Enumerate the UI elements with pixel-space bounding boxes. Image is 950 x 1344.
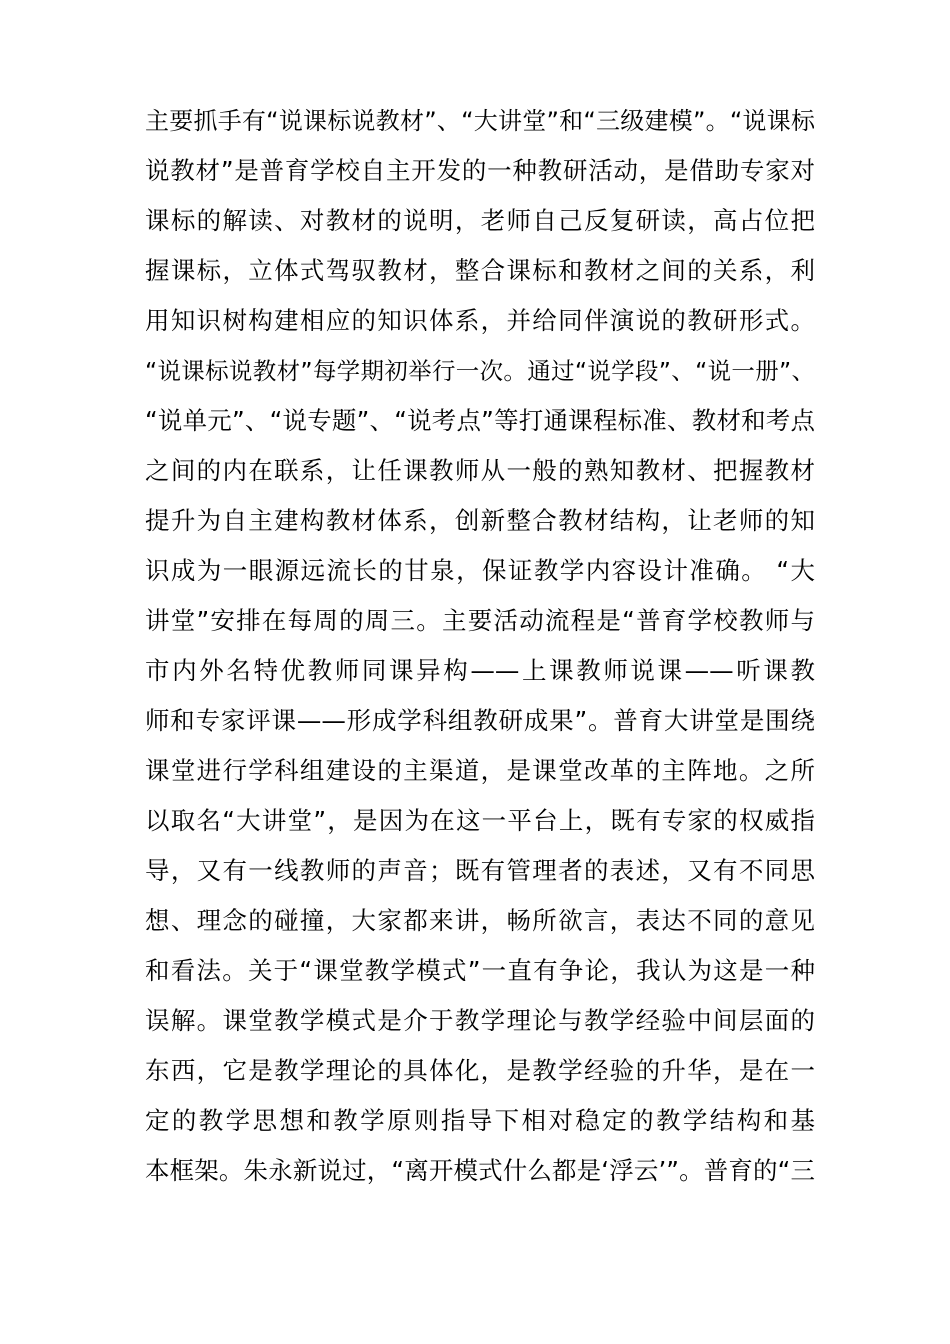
text-line-5: 用知识树构建相应的知识体系，并给同伴演说的教研形式。 xyxy=(145,306,815,335)
body-text xyxy=(145,96,815,1196)
text-line-14: 课堂进行学科组建设的主渠道，是课堂改革的主阵地。之所 xyxy=(145,756,815,785)
text-line-1: 主要抓手有“说课标说教材”、“大讲堂”和“三级建模”。“说课标 xyxy=(145,107,815,135)
text-line-12: 市内外名特优教师同课异构——上课教师说课——听课教 xyxy=(145,656,815,685)
text-line-15: 以取名“大讲堂”，是因为在这一平台上，既有专家的权威指 xyxy=(145,806,815,835)
text-line-4: 握课标，立体式驾驭教材，整合课标和教材之间的关系，利 xyxy=(145,256,815,285)
text-line-18: 和看法。关于“课堂教学模式”一直有争论，我认为这是一种 xyxy=(145,956,815,985)
text-line-10: 识成为一眼源远流长的甘泉，保证教学内容设计准确。 “大 xyxy=(145,556,815,585)
text-line-13: 师和专家评课——形成学科组教研成果”。普育大讲堂是围绕 xyxy=(145,706,815,735)
text-line-20: 东西，它是教学理论的具体化，是教学经验的升华，是在一 xyxy=(145,1056,815,1085)
text-line-6: “说课标说教材”每学期初举行一次。通过“说学段”、“说一册”、 xyxy=(145,357,815,385)
text-line-17: 想、理念的碰撞，大家都来讲，畅所欲言，表达不同的意见 xyxy=(145,906,815,935)
text-line-22: 本框架。朱永新说过，“离开模式什么都是‘浮云’”。普育的“三 xyxy=(145,1156,815,1185)
text-line-2: 说教材”是普育学校自主开发的一种教研活动，是借助专家对 xyxy=(145,156,815,185)
text-line-8: 之间的内在联系，让任课教师从一般的熟知教材、把握教材 xyxy=(145,456,815,485)
text-line-3: 课标的解读、对教材的说明，老师自己反复研读，高占位把 xyxy=(145,206,815,235)
text-line-9: 提升为自主建构教材体系，创新整合教材结构，让老师的知 xyxy=(145,506,815,535)
text-line-16: 导，又有一线教师的声音；既有管理者的表述，又有不同思 xyxy=(145,856,815,885)
text-line-11: 讲堂”安排在每周的周三。主要活动流程是“普育学校教师与 xyxy=(145,606,815,635)
text-line-19: 误解。课堂教学模式是介于教学理论与教学经验中间层面的 xyxy=(145,1006,815,1035)
text-line-21: 定的教学思想和教学原则指导下相对稳定的教学结构和基 xyxy=(145,1106,815,1135)
text-line-7: “说单元”、“说专题”、“说考点”等打通课程标准、教材和考点 xyxy=(145,406,815,435)
